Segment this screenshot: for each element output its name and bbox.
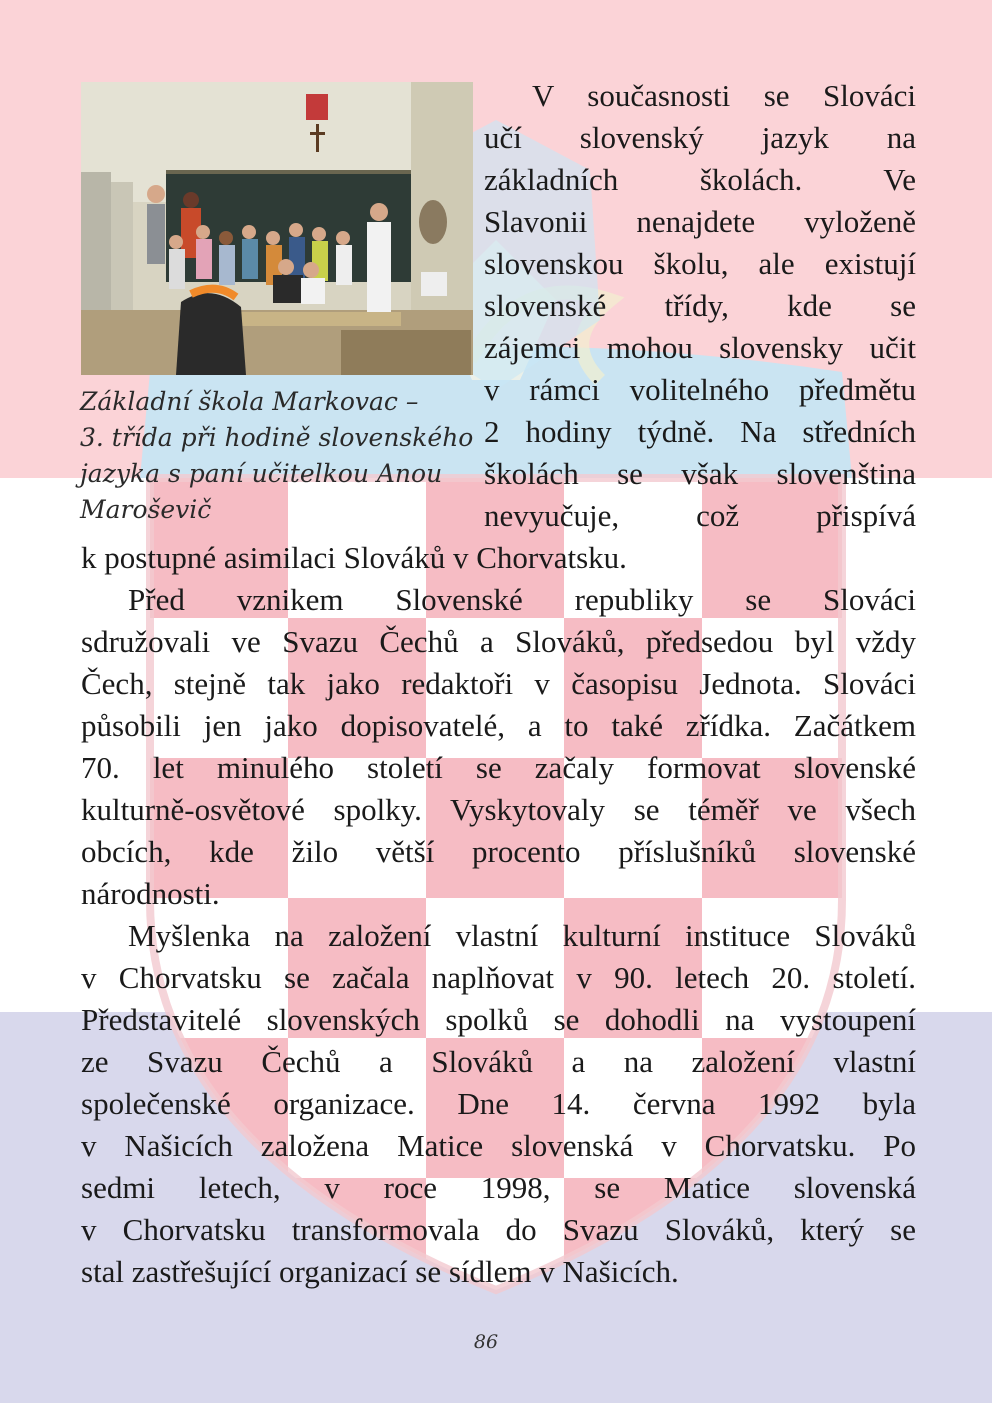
backpack [176,293,246,375]
paragraph-line: Myšlenka na založení vlastní kulturní instituce Slováků [128,918,916,953]
paragraph-line: 70. let minulého století se začaly formovat slovenské [81,750,916,785]
paragraph-line: Čech, stejně tak jako redaktoři v časopisu Jednota. Slováci [81,666,916,701]
paragraph-line: učí slovenský jazyk na [484,120,916,155]
paragraph-line: slovenské třídy, kde se [484,288,916,323]
page-number: 86 [473,1331,499,1353]
paragraph-line: nevyučuje, což přispívá [484,498,916,533]
paragraph-line: Před vznikem Slovenské republiky se Slováci [128,582,916,617]
paragraph-line: kulturně-osvětové spolky. Vyskytovaly se téměř ve všech [81,792,916,827]
paragraph-line: v Našicích založena Matice slovenská v Chorvatsku. Po [81,1128,916,1163]
paragraph-line: působili jen jako dopisovatelé, a to také zřídka. Začátkem [81,708,916,743]
caption-line: Maroševič [80,495,212,524]
paragraph-line: školách se však slovenština [484,456,916,491]
paragraph-line: ze Svazu Čechů a Slováků a na založení vlastní [81,1044,916,1079]
paragraph-line: Představitelé slovenských spolků se dohodli na vystoupení [81,1002,916,1037]
caption-line: Základní škola Markovac – [80,387,419,416]
paragraph-line: 2 hodiny týdně. Na středních [484,414,916,449]
paragraph-line: základních školách. Ve [484,162,916,197]
caption-line: 3. třída při hodině slovenského [80,423,474,452]
paragraph-line: sdružovali ve Svazu Čechů a Slováků, předsedou byl vždy [81,624,916,659]
paragraph-line: Slavonii nenajdete vyloženě [484,204,916,239]
photo-caption [80,384,474,528]
paragraph-line: národnosti. [81,876,220,911]
paragraph-line: slovenskou školu, ale existují [484,246,916,281]
paragraph-line: sedmi letech, v roce 1998, se Matice slovenská [81,1170,916,1205]
paragraph-line: obcích, kde žilo větší procento příslušníků slovenské [81,834,916,869]
paragraph-line: zájemci mohou slovensky učit [484,330,916,365]
paragraph-line: V současnosti se Slováci [532,78,916,113]
paragraph-line: v rámci volitelného předmětu [484,372,916,407]
paragraph-line: v Chorvatsku transformovala do Svazu Slováků, který se [81,1212,916,1247]
paragraph-line: k postupné asimilaci Slováků v Chorvatsku. [81,540,627,575]
paragraph-line: v Chorvatsku se začala naplňovat v 90. letech 20. století. [81,960,916,995]
paragraph-line: stal zastřešující organizací se sídlem v Našicích. [81,1254,679,1289]
paragraph-line: společenské organizace. Dne 14. června 1992 byla [81,1086,916,1121]
caption-line: jazyka s paní učitelkou Anou [80,459,443,488]
classroom-photo [81,82,473,375]
